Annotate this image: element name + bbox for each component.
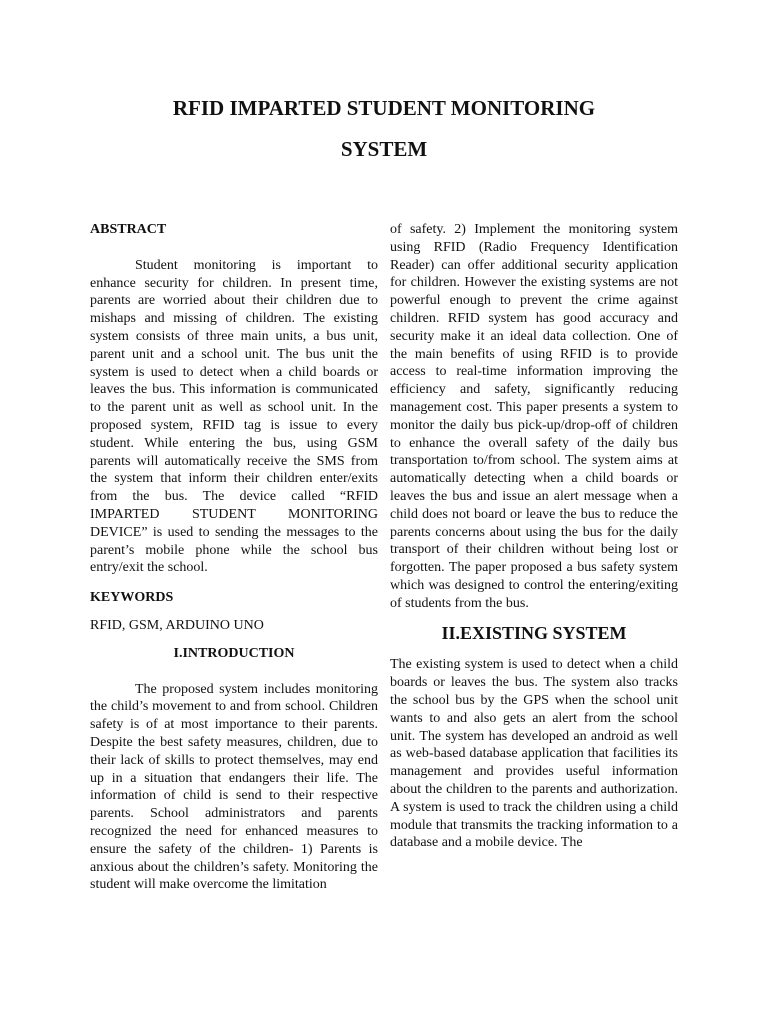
existing-system-paragraph: The existing system is used to detect when a child boards or leaves the bus. The system also tracks the school bus by the GPS when the school unit wants to and also gets an alert from the school unit. The system has developed an android as well as web-based database application that facilities its management and provides useful information about the children to the parents and authorization. A system is used to track the children using a child module that transmits the tracking information to a database and a mobile device. The: [390, 657, 678, 851]
left-column: [90, 221, 378, 894]
introduction-paragraph: The proposed system includes monitoring the child’s movement to and from school. Children safety is of at most importance to their parents. Despite the best safety measures, children, due to their lack of skills to protect themselves, may end up in a situation that endangers their life. The information of child is send to their respective parents. School administrators and parents recognized the need for enhanced measures to ensure the safety of the children- 1) Parents is anxious about the children’s safety. Monitoring the student will make overcome the limitation: [90, 681, 378, 893]
keywords-heading: KEYWORDS: [90, 590, 174, 606]
paper-title-line-2: SYSTEM: [340, 137, 428, 161]
existing-system-heading: II.EXISTING SYSTEM: [441, 622, 627, 643]
abstract-heading: ABSTRACT: [90, 222, 167, 237]
introduction-continued-paragraph: of safety. 2) Implement the monitoring system using RFID (Radio Frequency Identification Reader) can offer additional security application for children. However the existing systems are not powerful enough to prevent the crime against children. RFID system has good accuracy and security make it an ideal data collection. One of the main benefits of using RFID is to provide access to real-time information improving the efficiency and safety, significantly reducing management cost. This paper presents a system to monitor the daily bus pick-up/drop-off of children to enhance the overall safety of the daily bus transportation to/from school. The system aims at automatically detecting when a child boards or leaves the bus and issue an alert message when a child does not board or leave the bus to reduce the parents concerns about using the bus for the daily transport of their children without being lost or forgotten. The paper proposed a bus safety system which was designed to control the entering/exiting of students from the bus.: [390, 222, 678, 611]
keywords-text: RFID, GSM, ARDUINO UNO: [90, 617, 264, 633]
paper-title-line-1: RFID IMPARTED STUDENT MONITORING: [172, 96, 596, 120]
abstract-paragraph: Student monitoring is important to enhance security for children. In present time, parents are worried about their children due to mishaps and missing of children. The existing system consists of three main units, a bus unit, parent unit and a school unit. The bus unit the system is used to detect when a child boards or leaves the bus. This information is communicated to the parent unit as well as school unit. In the proposed system, RFID tag is issue to every student. While entering the bus, using GSM parents will automatically receive the SMS from the system that inform their children enter/exits from the bus. The device called “RFID IMPARTED STUDENT MONITORING DEVICE” is used to sending the messages to the parent’s mobile phone while the school bus entry/exit the school.: [90, 257, 378, 576]
introduction-heading: I.INTRODUCTION: [173, 645, 295, 661]
right-column: [390, 221, 678, 852]
